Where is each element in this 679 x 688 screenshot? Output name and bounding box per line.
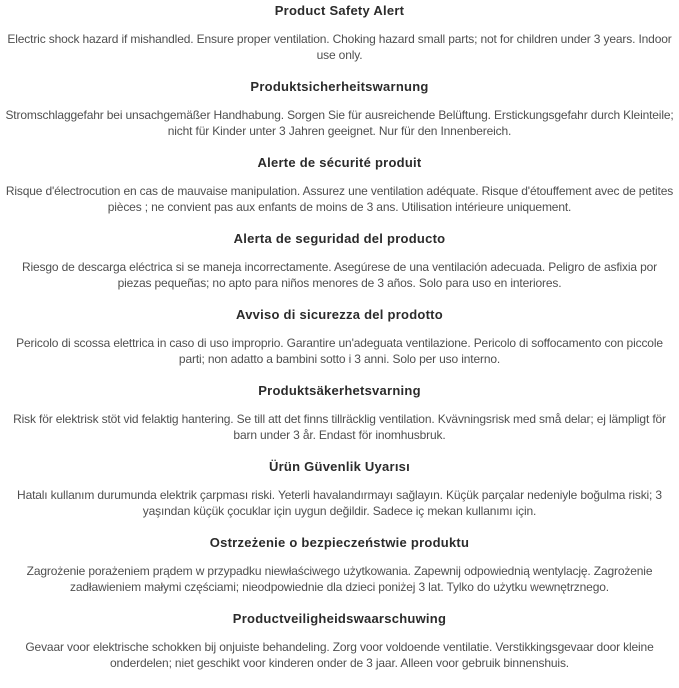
alert-body-sv: Risk för elektrisk stöt vid felaktig hantering. Se till att det finns tillräcklig ventilation. Kvävningsrisk med små delar; ej lämpligt för barn under 3 år. Endast för inomhusbruk. bbox=[13, 412, 666, 442]
alert-heading-fr: Alerte de sécurité produit bbox=[257, 155, 422, 170]
alert-body-it: Pericolo di scossa elettrica in caso di uso improprio. Garantire un'adeguata ventilazione. Pericolo di soffocamento con piccole parti; non adatto a bambini sotto i 3 anni. Solo per uso interno. bbox=[16, 336, 663, 366]
alert-section-es bbox=[5, 231, 674, 291]
alert-heading-en: Product Safety Alert bbox=[274, 3, 405, 18]
alert-section-it bbox=[5, 307, 674, 367]
alert-heading-sv: Produktsäkerhetsvarning bbox=[258, 383, 421, 398]
alert-section-pl bbox=[5, 535, 674, 595]
alert-body-pl: Zagrożenie porażeniem prądem w przypadku niewłaściwego użytkowania. Zapewnij odpowiednią wentylację. Zagrożenie zadławieniem małymi częściami; nieodpowiednie dla dzieci poniżej 3 lat. Tylko do użytku wewnętrznego. bbox=[26, 564, 653, 594]
alert-heading-nl: Productveiligheidswaarschuwing bbox=[232, 611, 447, 626]
alert-body-de: Stromschlaggefahr bei unsachgemäßer Handhabung. Sorgen Sie für ausreichende Belüftung. Erstickungsgefahr durch Kleinteile; nicht für Kinder unter 3 Jahren geeignet. Nur für den Innenbereich. bbox=[5, 108, 674, 138]
alert-body-nl: Gevaar voor elektrische schokken bij onjuiste behandeling. Zorg voor voldoende ventilatie. Verstikkingsgevaar door kleine onderdelen; niet geschikt voor kinderen onder de 3 jaar. Alleen voor gebruik binnenshuis. bbox=[25, 640, 654, 670]
alert-section-sv bbox=[5, 383, 674, 443]
alert-body-es: Riesgo de descarga eléctrica si se maneja incorrectamente. Asegúrese de una ventilación adecuada. Peligro de asfixia por piezas pequeñas; no apto para niños menores de 3 años. Solo para uso en interiores. bbox=[21, 260, 658, 290]
alert-body-fr: Risque d'électrocution en cas de mauvaise manipulation. Assurez une ventilation adéquate. Risque d'étouffement avec de petites pièces ; ne convient pas aux enfants de moins de 3 ans. Utilisation intérieure uniquement. bbox=[5, 184, 674, 214]
alert-heading-tr: Ürün Güvenlik Uyarısı bbox=[268, 459, 411, 474]
alert-section-de bbox=[5, 79, 674, 139]
alert-heading-pl: Ostrzeżenie o bezpieczeństwie produktu bbox=[209, 535, 470, 550]
alert-heading-de: Produktsicherheitswarnung bbox=[250, 79, 429, 94]
alert-section-nl bbox=[5, 611, 674, 671]
alert-section-tr bbox=[5, 459, 674, 519]
alert-heading-it: Avviso di sicurezza del prodotto bbox=[236, 307, 443, 322]
alert-section-fr bbox=[5, 155, 674, 215]
alert-section-en bbox=[5, 3, 674, 63]
alert-body-tr: Hatalı kullanım durumunda elektrik çarpması riski. Yeterli havalandırmayı sağlayın. Küçük parçalar nedeniyle boğulma riski; 3 yaşından küçük çocuklar için uygun değildir. Sadece iç mekan kullanımı için. bbox=[17, 488, 662, 518]
alert-body-en: Electric shock hazard if mishandled. Ensure proper ventilation. Choking hazard small parts; not for children under 3 years. Indoor use only. bbox=[7, 32, 672, 62]
alert-heading-es: Alerta de seguridad del producto bbox=[233, 231, 446, 246]
